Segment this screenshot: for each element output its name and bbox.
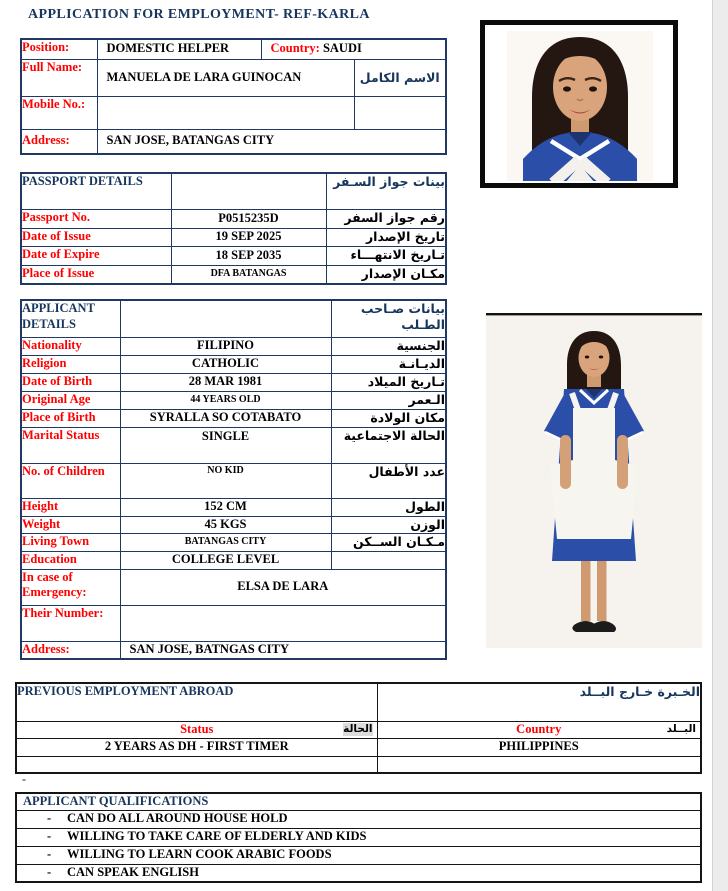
table-row bbox=[21, 209, 446, 228]
table-row bbox=[16, 810, 701, 828]
date-expire-value: 18 SEP 2035 bbox=[171, 246, 326, 265]
date-issue-label: Date of Issue bbox=[21, 228, 171, 246]
table-row bbox=[16, 756, 701, 773]
table-row bbox=[21, 427, 446, 463]
dob-label: Date of Birth bbox=[21, 373, 120, 391]
place-issue-arabic: مكـان الإصدار bbox=[326, 265, 446, 284]
country-value: SAUDI bbox=[322, 41, 362, 56]
table-row bbox=[16, 828, 701, 846]
qualifications-table bbox=[15, 792, 702, 883]
table-row bbox=[21, 39, 446, 59]
education-value: COLLEGE LEVEL bbox=[120, 551, 331, 569]
table-row bbox=[21, 391, 446, 409]
height-arabic: الطول bbox=[331, 498, 446, 516]
table-row bbox=[16, 864, 701, 882]
full-name-value: MANUELA DE LARA GUINOCAN bbox=[97, 59, 354, 96]
nationality-label: Nationality bbox=[21, 337, 120, 355]
children-value: NO KID bbox=[120, 463, 331, 498]
applicant-fullbody-photo bbox=[486, 313, 702, 648]
qualification-item bbox=[16, 864, 701, 882]
position-label: Position: bbox=[21, 39, 97, 59]
mobile-value bbox=[97, 96, 354, 129]
emergency-label: In case of Emergency: bbox=[21, 569, 120, 605]
age-arabic: الـعمر bbox=[331, 391, 446, 409]
table-row bbox=[21, 533, 446, 551]
employment-header-arabic: الخـبرة خـارج البــلد bbox=[377, 683, 701, 721]
weight-label: Weight bbox=[21, 516, 120, 533]
height-value: 152 CM bbox=[120, 498, 331, 516]
table-row bbox=[21, 173, 446, 209]
marital-arabic: الحالة الاجتماعية bbox=[331, 427, 446, 463]
religion-arabic: الديـانـة bbox=[331, 355, 446, 373]
table-row bbox=[21, 373, 446, 391]
passport-header: PASSPORT DETAILS bbox=[21, 173, 171, 209]
passport-no-label: Passport No. bbox=[21, 209, 171, 228]
qualification-item bbox=[16, 828, 701, 846]
applicant-address-label: Address: bbox=[21, 641, 120, 659]
employment-header: PREVIOUS EMPLOYMENT ABROAD bbox=[16, 683, 377, 721]
mobile-arabic-cell bbox=[354, 96, 446, 129]
table-row bbox=[21, 129, 446, 154]
mobile-label: Mobile No.: bbox=[21, 96, 97, 129]
table-row bbox=[16, 738, 701, 756]
applicant-header-arabic: بيانات صـاحب الطـلب bbox=[331, 300, 446, 337]
table-row bbox=[21, 228, 446, 246]
age-value: 44 YEARS OLD bbox=[120, 391, 331, 409]
education-label: Education bbox=[21, 551, 120, 569]
employment-status-value: 2 YEARS AS DH - FIRST TIMER bbox=[16, 738, 377, 756]
their-number-value bbox=[120, 605, 446, 641]
employment-table bbox=[15, 682, 702, 774]
bullet-dash: - bbox=[47, 865, 52, 880]
table-row bbox=[16, 846, 701, 864]
table-row bbox=[16, 683, 701, 721]
marital-value: SINGLE bbox=[120, 427, 331, 463]
qualification-text: WILLING TO LEARN COOK ARABIC FOODS bbox=[67, 847, 332, 862]
full-name-label: Full Name: bbox=[21, 59, 97, 96]
table-row bbox=[21, 265, 446, 284]
table-row bbox=[21, 96, 446, 129]
table-row bbox=[21, 463, 446, 498]
table-row bbox=[21, 498, 446, 516]
passport-no-arabic: رقم جواز السفر bbox=[326, 209, 446, 228]
qualification-text: CAN SPEAK ENGLISH bbox=[67, 865, 199, 880]
living-town-value: BATANGAS CITY bbox=[120, 533, 331, 551]
pob-value: SYRALLA SO COTABATO bbox=[120, 409, 331, 427]
qualification-item bbox=[16, 846, 701, 864]
page-edge-strip bbox=[712, 0, 728, 891]
employment-country-label: Country bbox=[516, 721, 562, 736]
height-label: Height bbox=[21, 498, 120, 516]
table-row bbox=[21, 59, 446, 96]
table-row bbox=[21, 516, 446, 533]
applicant-headshot-photo bbox=[480, 20, 678, 188]
date-issue-value: 19 SEP 2025 bbox=[171, 228, 326, 246]
status-label: Status bbox=[180, 721, 214, 736]
position-value: DOMESTIC HELPER bbox=[97, 39, 261, 59]
date-expire-arabic: تـاريخ الانتهـــاء bbox=[326, 246, 446, 265]
living-town-label: Living Town bbox=[21, 533, 120, 551]
applicant-header-empty bbox=[120, 300, 331, 337]
table-row bbox=[21, 551, 446, 569]
children-arabic: عدد الأطفال bbox=[331, 463, 446, 498]
employment-empty-cell bbox=[16, 756, 377, 773]
table-row bbox=[16, 721, 701, 738]
their-number-label: Their Number: bbox=[21, 605, 120, 641]
country-header-cell bbox=[377, 721, 701, 738]
applicant-table bbox=[20, 299, 447, 660]
country-label: Country: bbox=[270, 41, 320, 56]
passport-header-empty bbox=[171, 173, 326, 209]
table-row bbox=[21, 409, 446, 427]
stray-dash: - bbox=[22, 772, 26, 786]
info-table bbox=[20, 38, 447, 155]
passport-header-arabic: بينات جواز السـفر bbox=[326, 173, 446, 209]
address-value: SAN JOSE, BATANGAS CITY bbox=[97, 129, 446, 154]
table-row bbox=[16, 793, 701, 810]
fullbody-illustration bbox=[486, 313, 702, 648]
weight-value: 45 KGS bbox=[120, 516, 331, 533]
applicant-header: APPLICANT DETAILS bbox=[21, 300, 120, 337]
education-arabic bbox=[331, 551, 446, 569]
table-row bbox=[21, 300, 446, 337]
place-issue-value: DFA BATANGAS bbox=[171, 265, 326, 284]
employment-country-value: PHILIPPINES bbox=[377, 738, 701, 756]
table-row bbox=[21, 337, 446, 355]
dob-arabic: تـاريخ الميلاد bbox=[331, 373, 446, 391]
status-header-cell bbox=[16, 721, 377, 738]
passport-table bbox=[20, 172, 447, 285]
religion-label: Religion bbox=[21, 355, 120, 373]
qualification-item bbox=[16, 810, 701, 828]
qualification-text: WILLING TO TAKE CARE OF ELDERLY AND KIDS bbox=[67, 829, 367, 844]
place-issue-label: Place of Issue bbox=[21, 265, 171, 284]
employment-empty-cell bbox=[377, 756, 701, 773]
religion-value: CATHOLIC bbox=[120, 355, 331, 373]
table-row bbox=[21, 569, 446, 605]
marital-label: Marital Status bbox=[21, 427, 120, 463]
nationality-value: FILIPINO bbox=[120, 337, 331, 355]
table-row bbox=[21, 605, 446, 641]
table-row bbox=[21, 355, 446, 373]
table-row bbox=[21, 246, 446, 265]
qualifications-header: APPLICANT QUALIFICATIONS bbox=[16, 793, 701, 810]
bullet-dash: - bbox=[47, 847, 52, 862]
pob-label: Place of Birth bbox=[21, 409, 120, 427]
table-row bbox=[21, 641, 446, 659]
bullet-dash: - bbox=[47, 811, 52, 826]
date-expire-label: Date of Expire bbox=[21, 246, 171, 265]
weight-arabic: الوزن bbox=[331, 516, 446, 533]
headshot-illustration bbox=[485, 25, 673, 183]
age-label: Original Age bbox=[21, 391, 120, 409]
full-name-label-arabic: الاسم الكامل bbox=[354, 59, 446, 96]
qualification-text: CAN DO ALL AROUND HOUSE HOLD bbox=[67, 811, 288, 826]
status-label-arabic: الحالة bbox=[343, 722, 373, 735]
page-title: APPLICATION FOR EMPLOYMENT- REF-KARLA bbox=[28, 7, 370, 22]
applicant-address-value: SAN JOSE, BATNGAS CITY bbox=[120, 641, 446, 659]
dob-value: 28 MAR 1981 bbox=[120, 373, 331, 391]
nationality-arabic: الجنسية bbox=[331, 337, 446, 355]
bullet-dash: - bbox=[47, 829, 52, 844]
emergency-value: ELSA DE LARA bbox=[120, 569, 446, 605]
living-town-arabic: مـكـان الســكن bbox=[331, 533, 446, 551]
children-label: No. of Children bbox=[21, 463, 120, 498]
pob-arabic: مكان الولادة bbox=[331, 409, 446, 427]
address-label: Address: bbox=[21, 129, 97, 154]
country-label-arabic: البــلد bbox=[666, 722, 696, 735]
passport-no-value: P0515235D bbox=[171, 209, 326, 228]
country-cell bbox=[261, 39, 446, 59]
date-issue-arabic: تاريخ الإصدار bbox=[326, 228, 446, 246]
